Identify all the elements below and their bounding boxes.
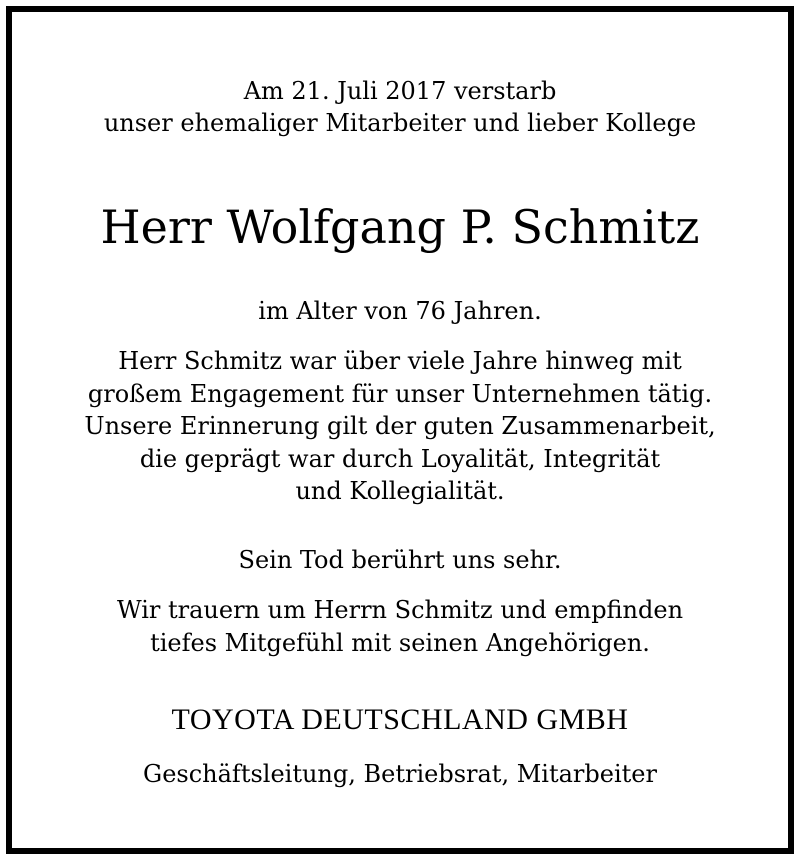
signers-line: Geschäftsleitung, Betriebsrat, Mitarbeiter	[143, 760, 657, 788]
company-name: TOYOTA DEUTSCHLAND GMBH	[171, 703, 629, 736]
tribute-line: Unsere Erinnerung gilt der guten Zusammenarbeit,	[84, 412, 716, 440]
intro-text	[0, 75, 800, 139]
tribute-paragraph	[0, 345, 800, 508]
mourning-paragraph	[0, 594, 800, 659]
tribute-line: die geprägt war durch Loyalität, Integrität	[139, 444, 661, 473]
tribute-line: Herr Schmitz war über viele Jahre hinweg mit	[118, 347, 682, 375]
mourning-line: tiefes Mitgefühl mit seinen Angehörigen.	[150, 628, 650, 657]
deceased-name: Herr Wolfgang P. Schmitz	[100, 200, 700, 254]
tribute-line: und Kollegialität.	[295, 477, 505, 505]
touch-line: Sein Tod berührt uns sehr.	[238, 546, 562, 574]
mourning-line: Wir trauern um Herrn Schmitz und empfinden	[116, 596, 684, 624]
age-line: im Alter von 76 Jahren.	[258, 297, 542, 325]
intro-line: Am 21. Juli 2017 verstarb	[243, 77, 557, 105]
tribute-line: großem Engagement für unser Unternehmen tätig.	[87, 379, 713, 408]
intro-line: unser ehemaliger Mitarbeiter und lieber Kollege	[103, 109, 697, 137]
